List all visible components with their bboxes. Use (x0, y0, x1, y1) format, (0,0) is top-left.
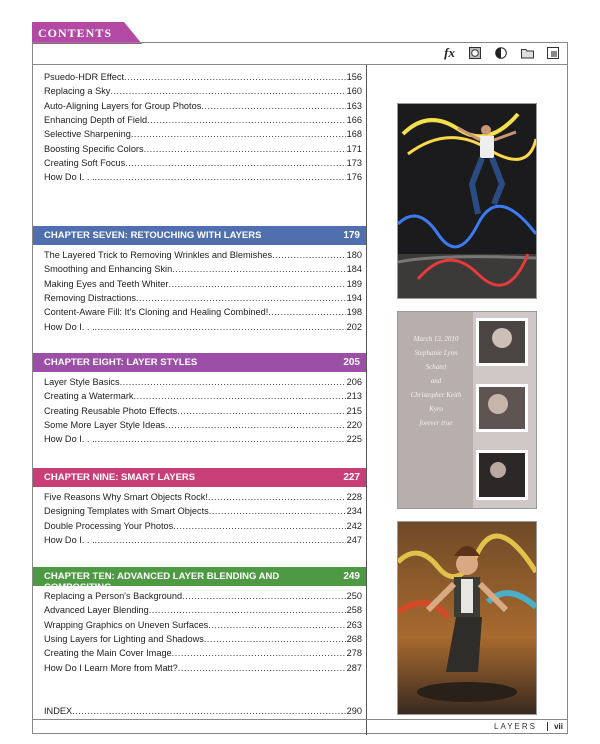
leader-dots (72, 705, 346, 718)
leader-dots (268, 306, 345, 319)
leader-dots (124, 71, 346, 84)
leader-dots (172, 263, 345, 276)
leader-dots (178, 662, 346, 675)
toc-entry-page: 184 (346, 264, 362, 275)
wedding-name-1: Stephanie Lynn (414, 349, 458, 357)
toc-entry-page: 228 (346, 492, 362, 502)
toc-entry-title: Double Processing Your Photos (44, 520, 174, 531)
chapter-page: 179 (343, 230, 360, 241)
toc-entry[interactable] (44, 292, 362, 305)
footer-page-number: vii (547, 722, 563, 731)
leader-dots (172, 647, 346, 660)
toc-entry[interactable] (44, 505, 362, 518)
toc-entry[interactable] (44, 114, 362, 127)
chapter-title: CHAPTER TEN: ADVANCED LAYER BLENDING AND COMPOSITING (44, 571, 280, 593)
wedding-date: March 13, 2010 (413, 335, 459, 343)
toc-entry[interactable] (44, 143, 362, 156)
toc-entry[interactable] (44, 85, 362, 98)
leader-dots (204, 633, 346, 646)
toc-entry[interactable] (44, 433, 362, 446)
toc-entry-title: Enhancing Depth of Field (44, 114, 148, 125)
toc-entry[interactable] (44, 534, 362, 547)
photo-graffiti-man (397, 521, 537, 715)
toc-entry-title: Some More Layer Style Ideas (44, 419, 166, 430)
leader-dots (177, 405, 346, 418)
toc-entry-title: Replacing a Person's Background (44, 591, 183, 601)
toc-entry[interactable] (44, 604, 362, 617)
toc-entry[interactable] (44, 590, 362, 603)
chapter-page: 227 (343, 472, 360, 483)
toc-entry-title: Replacing a Sky (44, 86, 111, 97)
toc-entry[interactable] (44, 390, 362, 403)
wedding-name-2: Christopher Keith (410, 391, 462, 399)
toc-entry[interactable] (44, 405, 362, 418)
toc-entry-page: 168 (346, 129, 362, 140)
toc-entry-page: 242 (346, 520, 362, 531)
wedding-card-text (400, 332, 472, 430)
toc-entry[interactable] (44, 171, 362, 184)
leader-dots (208, 619, 345, 632)
leader-dots (131, 128, 346, 141)
toc-entry-title: The Layered Trick to Removing Wrinkles and Blemishes (44, 250, 273, 260)
toc-entry[interactable] (44, 321, 362, 334)
toc-entry[interactable] (44, 633, 362, 646)
toc-entry[interactable] (44, 100, 362, 113)
new-layer-icon (547, 46, 559, 58)
leader-dots (95, 171, 346, 184)
chapter-header[interactable] (33, 567, 366, 593)
toc-entry-page: 213 (346, 391, 362, 402)
wedding-and: and (430, 377, 442, 385)
toc-entry-title: Auto-Aligning Layers for Group Photos (44, 100, 202, 111)
leader-dots (95, 321, 346, 334)
leader-dots (147, 114, 345, 127)
toc-entry-page: 206 (346, 377, 362, 387)
chapter-page: 205 (343, 357, 360, 368)
toc-entry-title: Layer Style Basics (44, 377, 120, 387)
toc-entry-page: 225 (346, 434, 362, 445)
toc-entry[interactable] (44, 157, 362, 170)
toc-page (32, 22, 568, 734)
page-footer (33, 719, 567, 733)
toc-entry-title: Five Reasons Why Smart Objects Rock! (44, 492, 208, 502)
toc-entry[interactable] (44, 71, 362, 84)
chapter-title: CHAPTER SEVEN: RETOUCHING WITH LAYERS (44, 230, 262, 241)
leader-dots (125, 157, 345, 170)
toc-entry-page: 163 (346, 100, 362, 111)
toc-entry-page: 176 (346, 172, 362, 183)
toc-entry-title: How Do I. . . (44, 434, 95, 445)
leader-dots (144, 143, 346, 156)
wedding-name-1b: Schatel (425, 363, 447, 371)
mask-icon (469, 46, 481, 58)
toc-entry[interactable] (44, 306, 362, 319)
toc-entry-page: 268 (346, 633, 362, 644)
toc-entry[interactable] (44, 705, 362, 718)
toc-entry-title: Boosting Specific Colors (44, 143, 144, 154)
toc-entry[interactable] (44, 263, 362, 276)
toc-entry-title: Psuedo-HDR Effect (44, 72, 125, 82)
leader-dots (110, 85, 345, 98)
wedding-tagline: forever true (419, 419, 453, 427)
adjustment-icon (495, 46, 507, 58)
toc-entry-title: Selective Sharpening (44, 129, 131, 140)
toc-entry-title: Creating Reusable Photo Effects (44, 405, 178, 416)
leader-dots (182, 590, 346, 603)
contents-tab: CONTENTS (32, 22, 124, 44)
toc-entry[interactable] (44, 419, 362, 432)
toc-entry-title: Creating Soft Focus (44, 157, 126, 168)
leader-dots (134, 390, 346, 403)
leader-dots (95, 433, 346, 446)
footer-label: LAYERS (494, 722, 537, 731)
toc-entry-title: Designing Templates with Smart Objects (44, 506, 209, 517)
chapter-header[interactable] (33, 226, 366, 245)
leader-dots (95, 534, 346, 547)
toc-entry-page: 166 (346, 114, 362, 125)
toc-entry-page: 290 (346, 706, 362, 716)
chapter-page: 249 (343, 571, 360, 582)
toc-entry-title: Smoothing and Enhancing Skin (44, 264, 173, 275)
toc-entry-page: 278 (346, 648, 362, 659)
toc-entry-title: INDEX (44, 706, 73, 716)
toc-entry[interactable] (44, 647, 362, 660)
chapter-title: CHAPTER EIGHT: LAYER STYLES (44, 357, 198, 368)
toc-entry-title: Making Eyes and Teeth Whiter (44, 278, 169, 289)
toc-entry-page: 194 (346, 292, 362, 303)
toc-entry[interactable] (44, 619, 362, 632)
layers-toolbar (33, 43, 567, 65)
toc-entry-page: 202 (346, 321, 362, 332)
toc-entry-page: 180 (346, 250, 362, 260)
leader-dots (120, 376, 346, 389)
leader-dots (209, 505, 346, 518)
toc-entry-page: 250 (346, 591, 362, 601)
photo-wedding-album (397, 311, 537, 509)
fx-icon: fx (444, 45, 455, 60)
toc-entry-title: Creating a Watermark (44, 391, 134, 402)
leader-dots (136, 292, 346, 305)
toc-entry-page: 173 (346, 157, 362, 168)
toc-entry-page: 189 (346, 278, 362, 289)
toc-entry-title: How Do I Learn More from Matt? (44, 662, 178, 673)
toc-entry[interactable] (44, 376, 362, 389)
toc-entry[interactable] (44, 249, 362, 262)
toc-entry-page: 215 (346, 405, 362, 416)
toc-entry-page: 247 (346, 534, 362, 545)
toc-entry-page: 258 (346, 605, 362, 616)
leader-dots (272, 249, 346, 262)
leader-dots (201, 100, 345, 113)
toc-entry-title: Wrapping Graphics on Uneven Surfaces (44, 619, 209, 630)
chapter-title: CHAPTER NINE: SMART LAYERS (44, 472, 196, 483)
toc-entry-page: 160 (346, 86, 362, 97)
toc-entry-page: 156 (346, 72, 362, 82)
toc-entry[interactable] (44, 662, 362, 675)
toc-entry[interactable] (44, 278, 362, 291)
toc-entry-page: 171 (346, 143, 362, 154)
leader-dots (173, 520, 345, 533)
toc-entry-title: Using Layers for Lighting and Shadows (44, 633, 204, 644)
toc-entry-page: 198 (346, 307, 362, 318)
chapter-header[interactable] (33, 468, 366, 487)
wedding-name-2b: Kyro (429, 405, 443, 413)
column-divider (366, 65, 367, 735)
leader-dots (165, 419, 346, 432)
content-frame (32, 42, 568, 734)
leader-dots (168, 278, 345, 291)
toc-entry-title: How Do I. . . (44, 172, 95, 183)
toc-entry-title: How Do I. . . (44, 534, 95, 545)
toc-entry-page: 234 (346, 506, 362, 517)
leader-dots (149, 604, 346, 617)
folder-icon (521, 46, 533, 58)
toc-entry-title: How Do I. . . (44, 321, 95, 332)
toc-entry[interactable] (44, 520, 362, 533)
toc-entry-page: 220 (346, 419, 362, 430)
leader-dots (208, 491, 346, 504)
photo-skater (397, 103, 537, 299)
toc-entry-title: Advanced Layer Blending (44, 605, 149, 616)
toc-entry-title: Creating the Main Cover Image (44, 648, 172, 659)
toc-entry-title: Removing Distractions (44, 292, 136, 303)
toc-entry[interactable] (44, 491, 362, 504)
toc-entry[interactable] (44, 128, 362, 141)
chapter-header[interactable] (33, 353, 366, 372)
toc-entry-title: Content-Aware Fill: It's Cloning and Healing Combined! (44, 307, 269, 318)
toc-entry-page: 287 (346, 662, 362, 673)
toc-entry-page: 263 (346, 619, 362, 630)
